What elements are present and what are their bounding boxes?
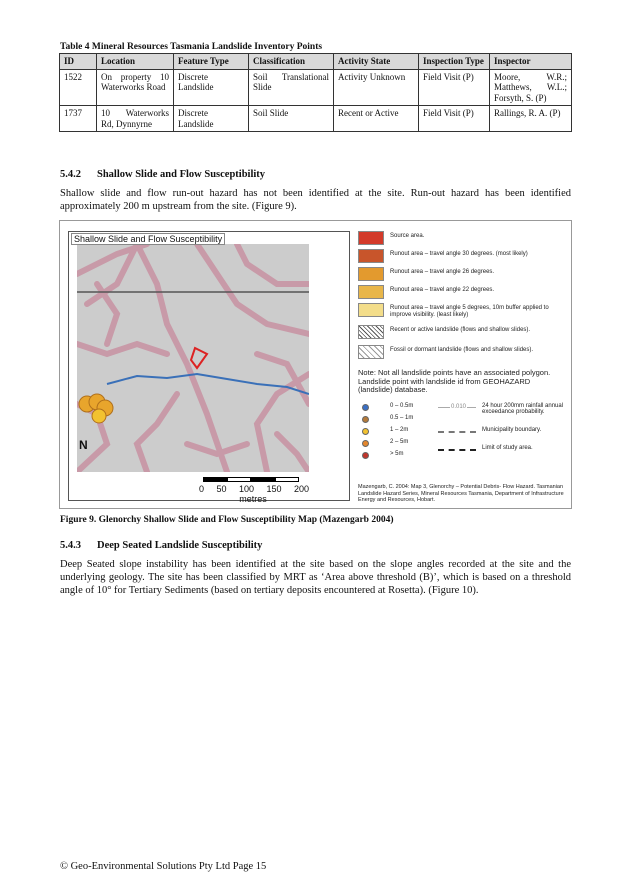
- table-cell: Discrete Landslide: [174, 106, 249, 132]
- legend-item: Runout area – travel angle 30 degrees. (most likely): [358, 249, 564, 267]
- section-title: Deep Seated Landslide Susceptibility: [97, 540, 263, 551]
- section-body-5-4-2: Shallow slide and flow run-out hazard has not been identified at the site. Run-out hazard has been identified approximately 200 m upstream from the site. (Figure 9).: [60, 188, 571, 212]
- column-header: Inspection Type: [419, 54, 490, 70]
- column-header: Feature Type: [174, 54, 249, 70]
- legend-swatch: [358, 345, 384, 359]
- legend-swatch: [358, 325, 384, 339]
- map-credit: Mazengarb, C. 2004: Map 3, Glenorchy – Potential Debris- Flow Hazard. Tasmanian Landslide Hazard Series, Mineral Resources Tasmania, Department of Infrastructure Energy and Resources, Hobart.: [358, 484, 564, 503]
- table-cell: Field Visit (P): [419, 106, 490, 132]
- susceptibility-map: [77, 244, 309, 472]
- legend-item: Recent or active landslide (flows and shallow slides).: [358, 325, 564, 345]
- north-arrow-label: N: [79, 438, 88, 452]
- table-header-row: [60, 54, 572, 70]
- legend-point: 1 – 2m: [358, 425, 564, 437]
- scale-tick: 0: [199, 484, 205, 494]
- table-cell: Activity Unknown: [334, 69, 419, 106]
- table-cell: Moore, W.R.; Matthews, W.L.; Forsyth, S. (P): [490, 69, 572, 106]
- table-cell: 1737: [60, 106, 97, 132]
- table-cell: 1522: [60, 69, 97, 106]
- table-row: [60, 106, 572, 132]
- page-footer: © Geo-Environmental Solutions Pty Ltd Page 15: [60, 861, 267, 872]
- legend-point: 0 – 0.5m: [358, 401, 564, 413]
- legend-item: Fossil or dormant landslide (flows and shallow slides).: [358, 345, 564, 365]
- scale-tick: 50: [216, 484, 227, 494]
- map-legend: [358, 231, 564, 503]
- scale-bar: [199, 477, 309, 504]
- legend-point: 0.5 – 1m: [358, 413, 564, 425]
- table-cell: Field Visit (P): [419, 69, 490, 106]
- map-frame: [68, 231, 350, 504]
- landslide-inventory-table: [59, 53, 572, 132]
- scale-tick: 200: [293, 484, 309, 494]
- table-cell: Soil Slide: [249, 106, 334, 132]
- legend-swatch: [358, 231, 384, 245]
- column-header: Classification: [249, 54, 334, 70]
- table-cell: On property 10 Waterworks Road: [97, 69, 174, 106]
- legend-point: 2 – 5m: [358, 437, 564, 449]
- legend-item: Source area.: [358, 231, 564, 249]
- section-heading-5-4-2: [60, 169, 265, 180]
- legend-points: [358, 401, 564, 461]
- legend-note: Note: Not all landslide points have an associated polygon. Landslide point with landslide id from GEOHAZARD (landslide) database.: [358, 368, 551, 394]
- scale-tick: 150: [266, 484, 282, 494]
- table-caption: Table 4 Mineral Resources Tasmania Landslide Inventory Points: [60, 42, 323, 52]
- legend-line-municipality: Municipality boundary.: [438, 427, 564, 437]
- section-body-5-4-3: Deep Seated slope instability has been identified at the site based on the slope angles recorded at the site and the underlying geology. The site has been classified by MRT as ‘Area above threshold (B)’, which is based on a threshold angle of 10° for Tertiary Sediments (based on tertiary deposits encountered at Rosetta). (Figure 10).: [60, 559, 571, 596]
- table-cell: Rallings, R. A. (P): [490, 106, 572, 132]
- scale-tick: 100: [238, 484, 254, 494]
- section-number: 5.4.3: [60, 540, 81, 551]
- scale-unit: metres: [239, 494, 267, 504]
- table-cell: Discrete Landslide: [174, 69, 249, 106]
- legend-point: > 5m: [358, 449, 564, 461]
- figure-9: [59, 220, 572, 509]
- legend-item: Runout area – travel angle 22 degrees.: [358, 285, 564, 303]
- map-title: Shallow Slide and Flow Susceptibility: [71, 233, 225, 245]
- table-row: [60, 69, 572, 106]
- legend-swatch: [358, 303, 384, 317]
- section-heading-5-4-3: [60, 540, 262, 551]
- column-header: Inspector: [490, 54, 572, 70]
- section-title: Shallow Slide and Flow Susceptibility: [97, 169, 266, 180]
- map-graphic: [77, 244, 309, 472]
- legend-swatch: [358, 285, 384, 299]
- table-cell: Soil Translational Slide: [249, 69, 334, 106]
- legend-swatch: [358, 267, 384, 281]
- section-number: 5.4.2: [60, 169, 81, 180]
- figure-caption: Figure 9. Glenorchy Shallow Slide and Flow Susceptibility Map (Mazengarb 2004): [60, 515, 394, 525]
- table-cell: 10 Waterworks Rd, Dynnyrne: [97, 106, 174, 132]
- legend-swatch: [358, 249, 384, 263]
- table-cell: Recent or Active: [334, 106, 419, 132]
- legend-item: Runout area – travel angle 5 degrees, 10m buffer applied to improve visibility. (least likely): [358, 303, 564, 325]
- column-header: Activity State: [334, 54, 419, 70]
- column-header: ID: [60, 54, 97, 70]
- legend-line-rainfall: 0.010 24 hour 200mm rainfall annual exceedance probability.: [438, 403, 564, 423]
- legend-item: Runout area – travel angle 26 degrees.: [358, 267, 564, 285]
- legend-line-study-area: Limit of study area.: [438, 445, 564, 455]
- column-header: Location: [97, 54, 174, 70]
